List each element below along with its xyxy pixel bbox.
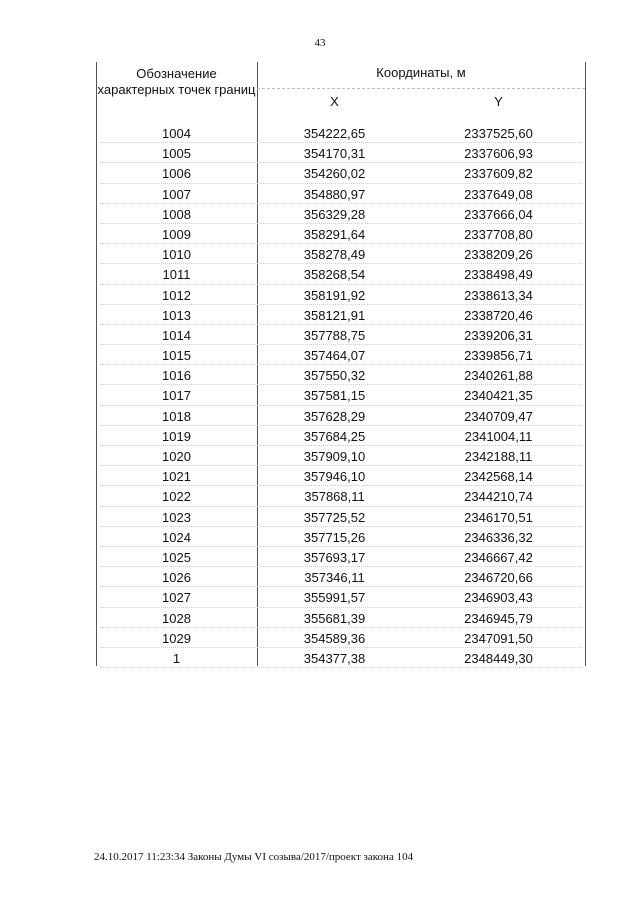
table-row bbox=[96, 427, 586, 447]
table-body bbox=[96, 124, 586, 669]
cell-y: 2339206,31 bbox=[464, 327, 533, 343]
cell-x: 357946,10 bbox=[303, 469, 366, 485]
cell-x: 354880,97 bbox=[303, 186, 366, 202]
cell-y: 2346170,51 bbox=[464, 509, 533, 525]
table-row bbox=[96, 508, 586, 528]
cell-x: 357693,17 bbox=[303, 549, 366, 565]
cell-x: 354377,38 bbox=[303, 650, 366, 666]
table-row bbox=[96, 185, 586, 205]
cell-point: 1005 bbox=[162, 146, 191, 162]
cell-point: 1013 bbox=[162, 307, 191, 323]
cell-y: 2340709,47 bbox=[464, 408, 533, 424]
cell-x: 357788,75 bbox=[303, 327, 366, 343]
cell-x: 357550,32 bbox=[303, 368, 366, 384]
cell-point: 1021 bbox=[162, 469, 191, 485]
cell-point: 1025 bbox=[162, 549, 191, 565]
cell-x: 358291,64 bbox=[303, 226, 366, 242]
cell-x: 357684,25 bbox=[303, 428, 366, 444]
cell-y: 2338498,49 bbox=[464, 267, 533, 283]
cell-y: 2340421,35 bbox=[464, 388, 533, 404]
cell-y: 2337708,80 bbox=[464, 226, 533, 242]
cell-y: 2342188,11 bbox=[464, 449, 533, 464]
cell-y: 2344210,74 bbox=[464, 489, 533, 505]
cell-y: 2346945,79 bbox=[464, 610, 533, 626]
cell-x: 357715,26 bbox=[303, 529, 366, 545]
cell-point: 1008 bbox=[162, 206, 191, 222]
table-row bbox=[96, 366, 586, 386]
cell-y: 2346720,66 bbox=[464, 570, 533, 586]
cell-point: 1028 bbox=[162, 610, 191, 626]
cell-x: 357909,10 bbox=[303, 449, 366, 464]
table-row bbox=[96, 326, 586, 346]
cell-y: 2338720,46 bbox=[464, 307, 533, 323]
table-row bbox=[96, 588, 586, 608]
header-x: X bbox=[330, 94, 339, 109]
cell-x: 357464,07 bbox=[303, 348, 366, 364]
table-row bbox=[96, 568, 586, 588]
cell-x: 358191,92 bbox=[303, 287, 366, 303]
cell-x: 355991,57 bbox=[303, 590, 366, 606]
cell-y: 2347091,50 bbox=[464, 630, 533, 646]
cell-point: 1020 bbox=[162, 449, 191, 464]
table-row bbox=[96, 124, 586, 144]
table-row bbox=[96, 306, 586, 326]
cell-x: 356329,28 bbox=[303, 206, 366, 222]
table-row bbox=[96, 245, 586, 265]
cell-point: 1004 bbox=[162, 126, 191, 141]
cell-point: 1007 bbox=[162, 186, 191, 202]
cell-y: 2337666,04 bbox=[464, 206, 533, 222]
cell-point: 1022 bbox=[162, 489, 191, 505]
cell-x: 357628,29 bbox=[303, 408, 366, 424]
table-row bbox=[96, 629, 586, 649]
table-row bbox=[96, 407, 586, 427]
cell-point: 1029 bbox=[162, 630, 191, 646]
cell-point: 1012 bbox=[162, 287, 191, 303]
table-row bbox=[96, 649, 586, 669]
cell-y: 2338209,26 bbox=[464, 247, 533, 263]
cell-point: 1019 bbox=[162, 428, 191, 444]
cell-x: 354222,65 bbox=[303, 126, 366, 141]
cell-y: 2346336,32 bbox=[464, 529, 533, 545]
cell-point: 1027 bbox=[162, 590, 191, 606]
cell-point: 1015 bbox=[162, 348, 191, 364]
cell-point: 1017 bbox=[162, 388, 191, 404]
table-row bbox=[96, 164, 586, 184]
cell-y: 2337606,93 bbox=[464, 146, 533, 162]
cell-x: 358121,91 bbox=[303, 307, 366, 323]
table-row bbox=[96, 286, 586, 306]
cell-x: 354589,36 bbox=[303, 630, 366, 646]
table-row bbox=[96, 386, 586, 406]
table-row bbox=[96, 225, 586, 245]
cell-x: 357725,52 bbox=[303, 509, 366, 525]
cell-y: 2341004,11 bbox=[464, 428, 533, 444]
table-header bbox=[96, 62, 586, 122]
table-row bbox=[96, 346, 586, 366]
cell-point: 1010 bbox=[162, 247, 191, 263]
cell-point: 1009 bbox=[162, 226, 191, 242]
cell-x: 357581,15 bbox=[303, 388, 366, 404]
cell-y: 2338613,34 bbox=[464, 287, 533, 303]
cell-y: 2339856,71 bbox=[464, 348, 533, 364]
cell-x: 355681,39 bbox=[303, 610, 366, 626]
cell-y: 2337525,60 bbox=[464, 126, 533, 141]
cell-point: 1014 bbox=[162, 327, 191, 343]
header-points: Обозначение характерных точек границ bbox=[97, 66, 256, 97]
cell-point: 1006 bbox=[162, 166, 191, 182]
table-row bbox=[96, 487, 586, 507]
cell-point: 1018 bbox=[162, 408, 191, 424]
header-coordinates: Координаты, м bbox=[376, 65, 466, 80]
header-divider bbox=[257, 88, 585, 90]
cell-point: 1016 bbox=[162, 368, 191, 384]
cell-point: 1026 bbox=[162, 570, 191, 586]
cell-point: 1023 bbox=[162, 509, 191, 525]
cell-y: 2342568,14 bbox=[464, 469, 533, 485]
cell-x: 358268,54 bbox=[303, 267, 366, 283]
table-row bbox=[96, 447, 586, 467]
table-row bbox=[96, 144, 586, 164]
cell-x: 354260,02 bbox=[303, 166, 366, 182]
cell-y: 2346903,43 bbox=[464, 590, 533, 606]
cell-y: 2337649,08 bbox=[464, 186, 533, 202]
table-row bbox=[96, 265, 586, 285]
table-row bbox=[96, 467, 586, 487]
cell-x: 357346,11 bbox=[304, 570, 365, 586]
cell-y: 2348449,30 bbox=[464, 650, 533, 666]
footer-stamp: 24.10.2017 11:23:34 Законы Думы VI созыва/2017/проект закона 104 bbox=[94, 851, 414, 863]
table-row bbox=[96, 609, 586, 629]
cell-x: 358278,49 bbox=[303, 247, 366, 263]
cell-point: 1024 bbox=[162, 529, 191, 545]
cell-point: 1011 bbox=[162, 267, 191, 283]
cell-x: 357868,11 bbox=[304, 489, 365, 505]
table-row bbox=[96, 548, 586, 568]
cell-y: 2340261,88 bbox=[464, 368, 533, 384]
header-y: Y bbox=[494, 94, 503, 109]
cell-x: 354170,31 bbox=[303, 146, 366, 162]
cell-point: 1 bbox=[172, 650, 181, 666]
cell-y: 2346667,42 bbox=[464, 549, 533, 565]
table-row bbox=[96, 528, 586, 548]
cell-y: 2337609,82 bbox=[464, 166, 533, 182]
table-row bbox=[96, 205, 586, 225]
page-number: 43 bbox=[314, 37, 326, 49]
